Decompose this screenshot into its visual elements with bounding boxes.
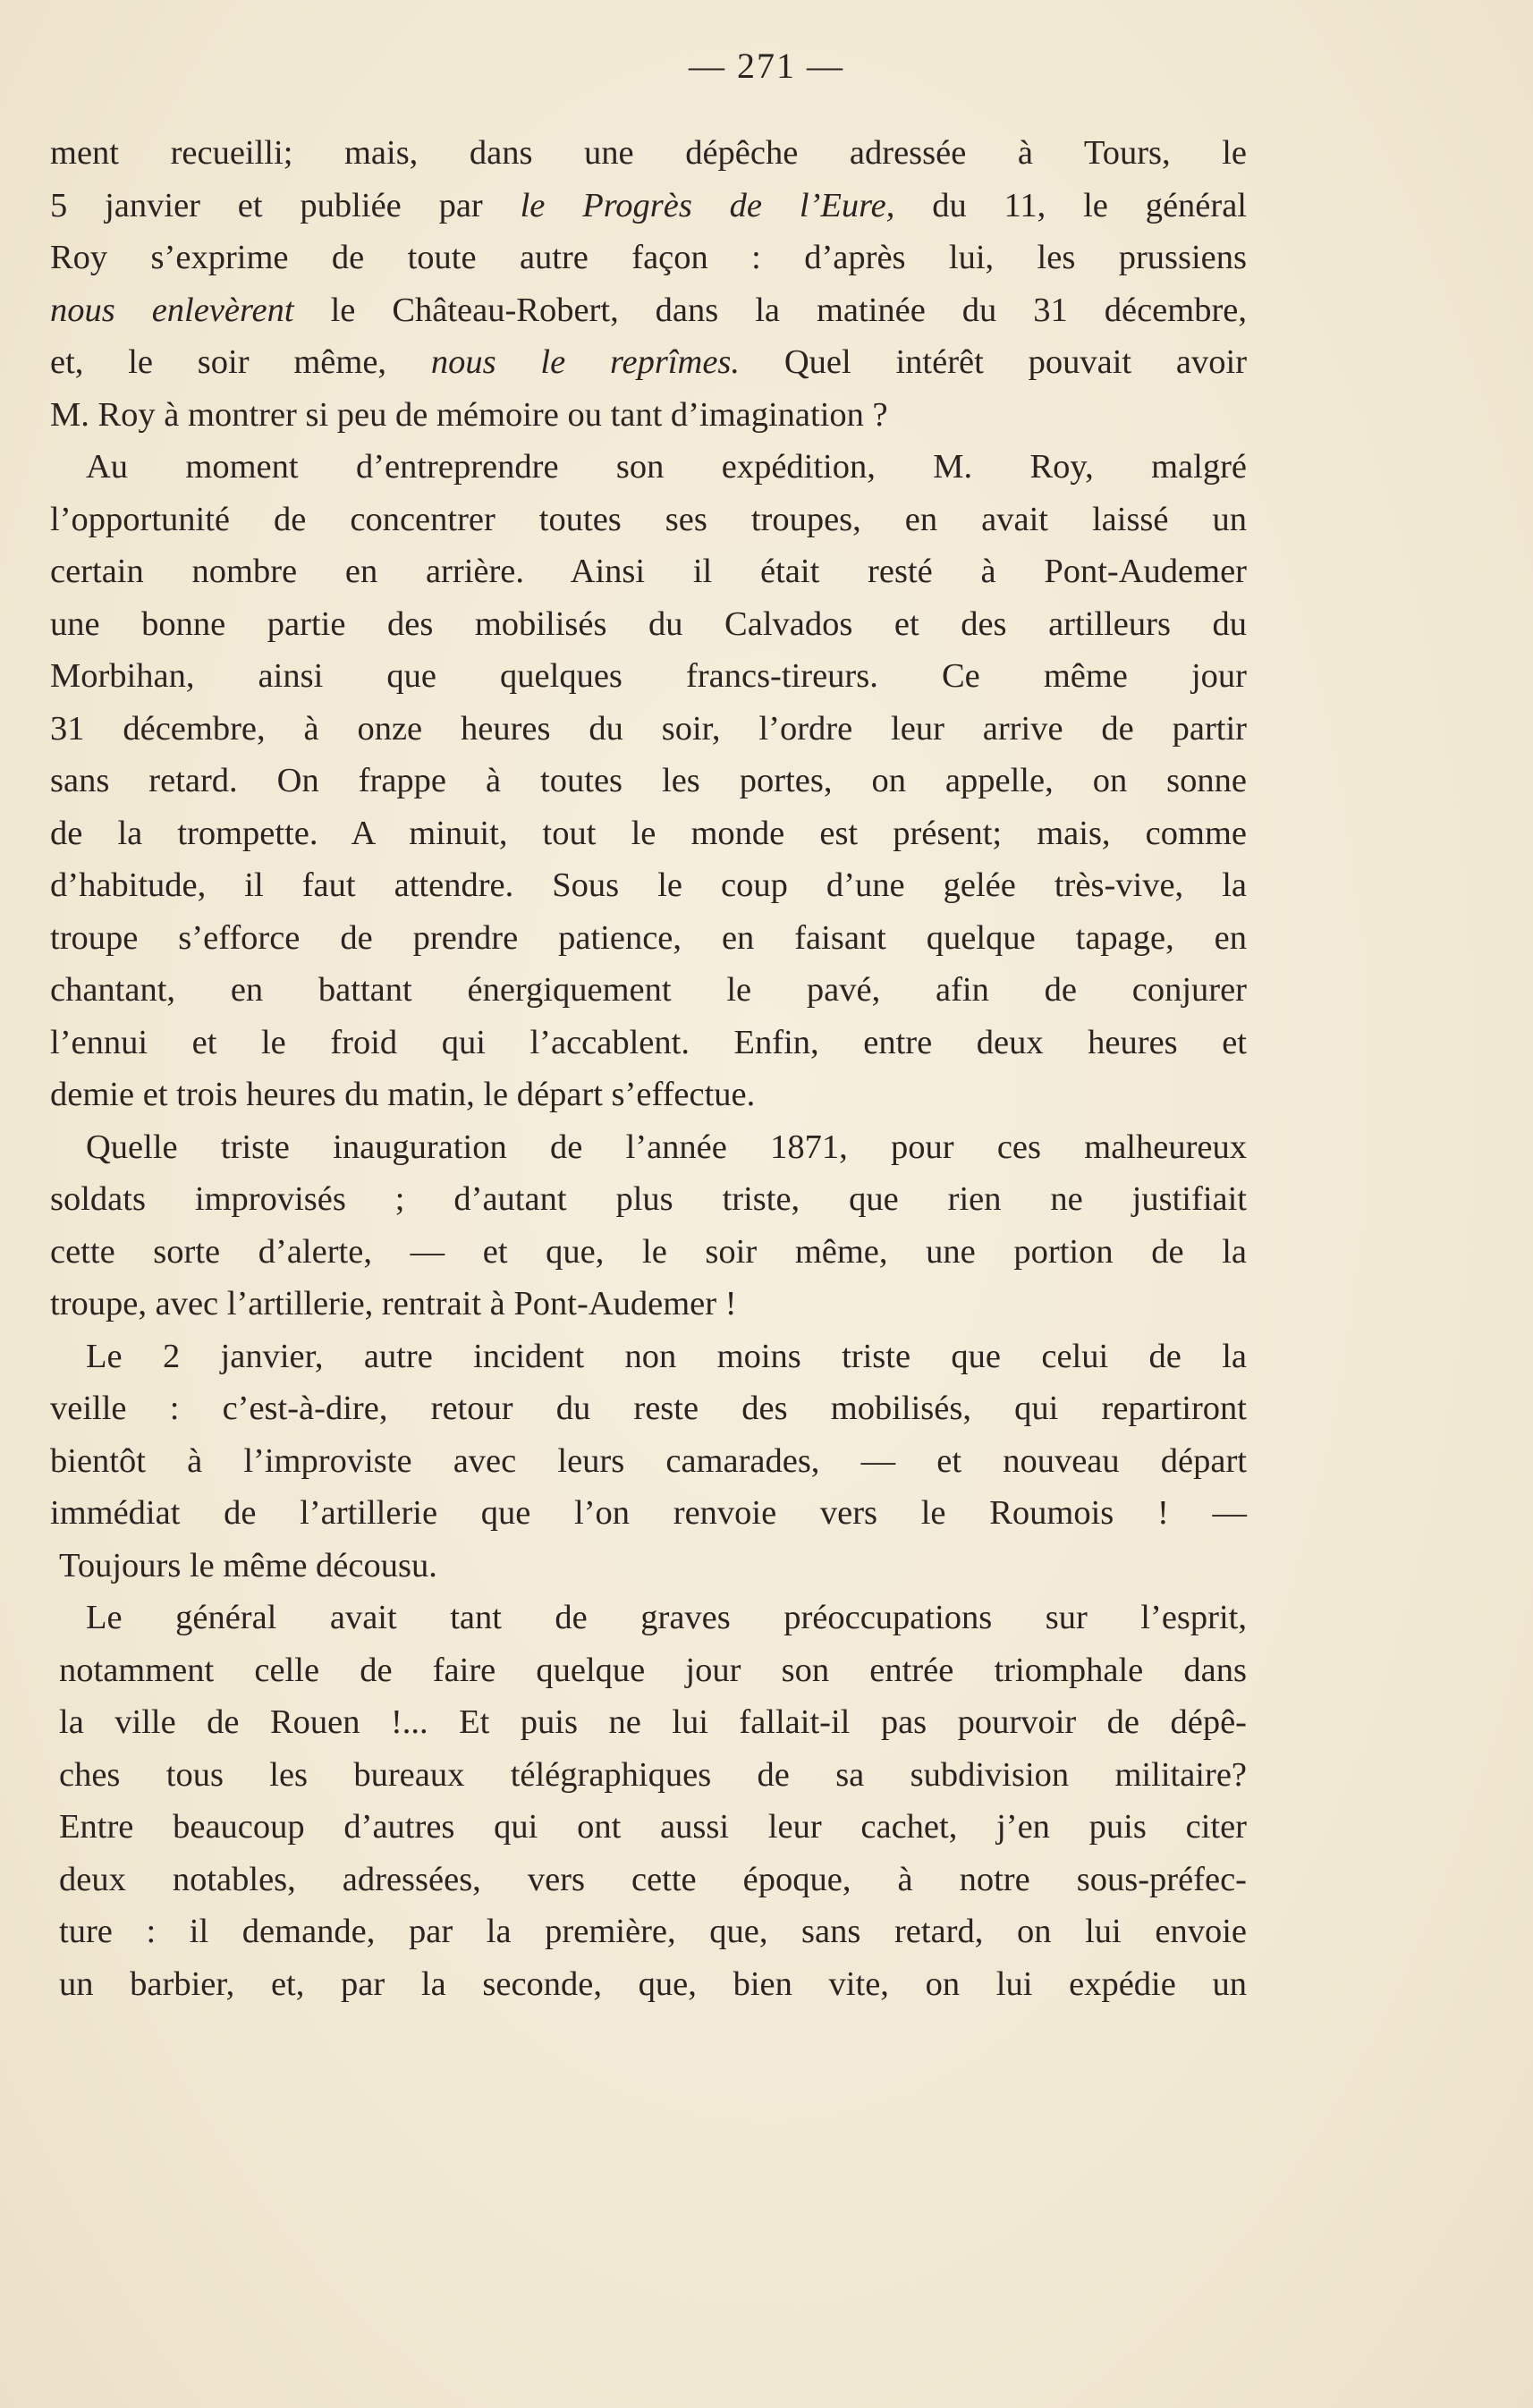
text-line bbox=[50, 284, 1247, 337]
text-segment: certain nombre en arrière. Ainsi il était resté à Pont-Audemer bbox=[50, 553, 1247, 590]
text-segment: Quelle triste inauguration de l’année 1871, pour ces malheureux bbox=[86, 1128, 1247, 1166]
text-segment: Quel intérêt pouvait avoir bbox=[740, 343, 1248, 381]
text-line bbox=[50, 1017, 1247, 1069]
text-line bbox=[50, 1696, 1247, 1749]
text-segment: de la trompette. A minuit, tout le monde est présent; mais, comme bbox=[50, 814, 1247, 852]
text-line bbox=[50, 1540, 1247, 1593]
text-segment: et, le soir même, bbox=[50, 343, 431, 381]
text-segment: cette sorte d’alerte, — et que, le soir même, une portion de la bbox=[50, 1232, 1247, 1271]
body-text bbox=[50, 127, 1247, 2010]
text-segment: 5 janvier et publiée par bbox=[50, 186, 521, 224]
text-segment: une bonne partie des mobilisés du Calvados et des artilleurs du bbox=[50, 604, 1247, 643]
text-line bbox=[50, 1173, 1247, 1226]
text-line bbox=[50, 912, 1247, 965]
text-segment: un barbier, et, par la seconde, que, bien vite, on lui expédie un bbox=[59, 1964, 1247, 2003]
text-segment: Le 2 janvier, autre incident non moins triste que celui de la bbox=[86, 1337, 1247, 1375]
text-line bbox=[50, 389, 1247, 442]
text-line bbox=[50, 1592, 1247, 1644]
text-segment: Toujours le même décousu. bbox=[59, 1546, 437, 1584]
text-line bbox=[50, 1069, 1247, 1121]
text-line bbox=[50, 1121, 1247, 1174]
text-segment: ches tous les bureaux télégraphiques de sa subdivision militaire? bbox=[59, 1755, 1247, 1794]
text-line bbox=[50, 127, 1247, 180]
text-line bbox=[50, 180, 1247, 232]
text-segment: immédiat de l’artillerie que l’on renvoie vers le Roumois ! — bbox=[50, 1494, 1247, 1532]
text-line bbox=[50, 1854, 1247, 1906]
text-line bbox=[50, 494, 1247, 546]
text-line bbox=[50, 1905, 1247, 1958]
text-line bbox=[50, 650, 1247, 703]
text-segment: Entre beaucoup d’autres qui ont aussi leur cachet, j’en puis citer bbox=[59, 1808, 1247, 1846]
text-line bbox=[50, 807, 1247, 860]
text-line bbox=[50, 232, 1247, 284]
text-segment: troupe s’efforce de prendre patience, en faisant quelque tapage, en bbox=[50, 918, 1247, 957]
text-line bbox=[50, 964, 1247, 1017]
text-segment: ment recueilli; mais, dans une dépêche adressée à Tours, le bbox=[50, 134, 1247, 172]
text-segment: Morbihan, ainsi que quelques francs-tireurs. Ce même jour bbox=[50, 657, 1247, 695]
text-segment: ture : il demande, par la première, que, sans retard, on lui envoie bbox=[59, 1913, 1247, 1950]
italic-text: nous enlevèrent bbox=[50, 291, 294, 329]
text-line bbox=[50, 441, 1247, 494]
text-line bbox=[50, 598, 1247, 651]
text-segment: M. Roy à montrer si peu de mémoire ou tant d’imagination ? bbox=[50, 395, 888, 434]
text-line bbox=[50, 859, 1247, 912]
text-segment: troupe, avec l’artillerie, rentrait à Pont-Audemer ! bbox=[50, 1285, 737, 1322]
text-segment: le Château-Robert, dans la matinée du 31 décembre, bbox=[293, 291, 1247, 329]
text-segment: du 11, le général bbox=[894, 186, 1247, 224]
text-line bbox=[50, 1331, 1247, 1383]
text-line bbox=[50, 755, 1247, 807]
text-segment: la ville de Rouen !... Et puis ne lui fallait-il pas pourvoir de dépê- bbox=[59, 1703, 1247, 1741]
text-line bbox=[50, 1801, 1247, 1854]
text-segment: bientôt à l’improviste avec leurs camarades, — et nouveau départ bbox=[50, 1441, 1247, 1480]
text-line bbox=[50, 1278, 1247, 1331]
text-segment: Le général avait tant de graves préoccupations sur l’esprit, bbox=[86, 1599, 1247, 1636]
italic-text: nous le reprîmes. bbox=[430, 343, 741, 381]
text-segment: deux notables, adressées, vers cette époque, à notre sous-préfec- bbox=[59, 1860, 1247, 1898]
text-line bbox=[50, 1487, 1247, 1540]
text-segment: l’ennui et le froid qui l’accablent. Enfin, entre deux heures et bbox=[50, 1023, 1247, 1061]
text-line bbox=[50, 1226, 1247, 1279]
text-line bbox=[50, 1644, 1247, 1697]
text-line bbox=[50, 703, 1247, 756]
text-segment: Au moment d’entreprendre son expédition, M. Roy, malgré bbox=[86, 448, 1247, 486]
text-line bbox=[50, 1382, 1247, 1435]
page-number: — 271 — bbox=[689, 46, 844, 86]
text-segment: notamment celle de faire quelque jour son entrée triomphale dans bbox=[59, 1651, 1247, 1689]
text-segment: d’habitude, il faut attendre. Sous le coup d’une gelée très-vive, la bbox=[50, 866, 1247, 904]
text-line bbox=[50, 545, 1247, 598]
text-segment: 31 décembre, à onze heures du soir, l’ordre leur arrive de partir bbox=[50, 709, 1247, 748]
text-segment: sans retard. On frappe à toutes les portes, on appelle, on sonne bbox=[50, 762, 1247, 799]
text-segment: Roy s’exprime de toute autre façon : d’après lui, les prussiens bbox=[50, 239, 1247, 276]
text-segment: demie et trois heures du matin, le départ s’effectue. bbox=[50, 1076, 756, 1113]
text-line bbox=[50, 1435, 1247, 1488]
italic-text: le Progrès de l’Eure, bbox=[520, 186, 895, 224]
text-line bbox=[50, 1958, 1247, 2011]
text-segment: chantant, en battant énergiquement le pavé, afin de conjurer bbox=[50, 971, 1247, 1009]
text-line bbox=[50, 1749, 1247, 1802]
text-segment: l’opportunité de concentrer toutes ses troupes, en avait laissé un bbox=[50, 500, 1247, 538]
text-line bbox=[50, 336, 1247, 389]
text-segment: veille : c’est-à-dire, retour du reste des mobilisés, qui repartiront bbox=[50, 1390, 1247, 1427]
text-segment: soldats improvisés ; d’autant plus triste, que rien ne justifiait bbox=[50, 1180, 1247, 1218]
